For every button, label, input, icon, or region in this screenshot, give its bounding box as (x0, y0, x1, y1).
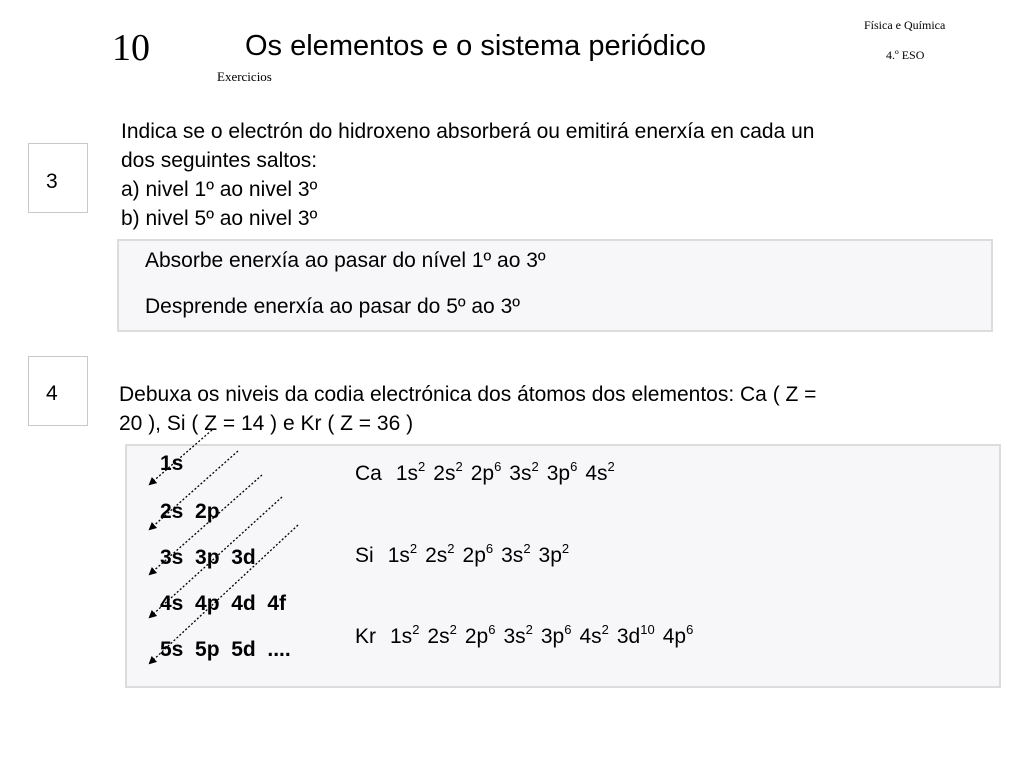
orbital-term (462, 541, 494, 567)
orbital-name: 3s (503, 625, 526, 648)
element-symbol: Si (355, 544, 374, 567)
electron-count: 2 (455, 459, 463, 474)
config-ca (355, 459, 623, 486)
orbital-name: 2s (427, 625, 450, 648)
grade-label: 4.º ESO (886, 48, 925, 62)
orbital-term (616, 622, 655, 648)
question-line: dos seguintes saltos: (121, 149, 318, 172)
orbital-name: 3p (546, 462, 571, 485)
electron-count: 2 (525, 622, 533, 637)
orbital-name: 4s (579, 625, 602, 648)
config-si (355, 541, 577, 568)
element-symbol: Kr (355, 625, 376, 648)
electron-count: 6 (494, 459, 502, 474)
orbital-term (395, 459, 426, 485)
orbital-name: 2p (470, 462, 495, 485)
electron-count: 2 (418, 459, 426, 474)
orbital-name: 2p (464, 625, 489, 648)
exercise-3-number-box (28, 143, 88, 213)
orbital-term (501, 541, 531, 567)
orbital-name: 3s (509, 462, 532, 485)
orbital-term (433, 459, 463, 485)
electron-count: 6 (686, 622, 694, 637)
section-label: Exercicios (217, 69, 272, 84)
orbital-name: 2p (462, 544, 486, 567)
orbital-row: 5s 5p 5d .... (160, 638, 291, 661)
exercise-3-answer-b: Desprende enerxía ao pasar do 5º ao 3º (145, 295, 520, 318)
electron-count: 6 (564, 622, 572, 637)
orbital-term (464, 622, 496, 648)
question-line: b) nivel 5º ao nivel 3º (121, 207, 318, 230)
electron-count: 2 (523, 541, 531, 556)
page-title: Os elementos e o sistema periódico (245, 30, 706, 62)
orbital-row: 1s (160, 452, 184, 475)
orbital-row: 3s 3p 3d (160, 546, 256, 569)
electron-count: 2 (412, 622, 420, 637)
orbital-term (538, 541, 570, 567)
exercise-3-question (121, 117, 991, 233)
orbital-term (387, 541, 418, 567)
orbital-name: 3p (538, 544, 562, 567)
question-line: 20 ), Si ( Z = 14 ) e Kr ( Z = 36 ) (119, 412, 414, 435)
orbital-term (390, 622, 420, 648)
orbital-name: 3d (616, 625, 641, 648)
orbital-name: 4p (662, 625, 687, 648)
orbital-name: 1s (395, 462, 419, 485)
orbital-name: 2s (433, 462, 456, 485)
question-line: Indica se o electrón do hidroxeno absorberá ou emitirá enerxía en cada un (121, 120, 815, 143)
electron-count: 2 (607, 459, 615, 474)
electron-count: 2 (409, 541, 418, 556)
question-line: Debuxa os niveis da codia electrónica dos átomos dos elementos: Ca ( Z = (119, 383, 817, 406)
orbital-row: 2s 2p (160, 500, 220, 523)
electron-count: 2 (561, 541, 570, 556)
electron-count: 6 (488, 622, 496, 637)
orbital-term (503, 622, 533, 648)
exercise-3-answer-a: Absorbe enerxía ao pasar do nível 1º ao 3º (145, 249, 546, 272)
orbital-term (540, 622, 572, 648)
orbital-name: 1s (390, 625, 413, 648)
orbital-term (509, 459, 539, 485)
orbital-name: 3p (540, 625, 565, 648)
exercise-3-number: 3 (46, 170, 58, 193)
electron-count: 10 (640, 622, 655, 637)
orbital-term (585, 459, 615, 485)
orbital-name: 1s (387, 544, 410, 567)
orbital-name: 4s (585, 462, 608, 485)
electron-count: 6 (485, 541, 494, 556)
electron-count: 2 (601, 622, 609, 637)
orbital-term (546, 459, 578, 485)
exercise-4-question (119, 380, 999, 438)
orbital-term (579, 622, 609, 648)
orbital-term (427, 622, 457, 648)
orbital-name: 3s (501, 544, 524, 567)
electron-count: 6 (570, 459, 578, 474)
exercise-4-number: 4 (46, 382, 58, 405)
orbital-term (662, 622, 694, 648)
subject-label: Física e Química (864, 18, 946, 32)
orbital-row: 4s 4p 4d 4f (160, 592, 287, 615)
element-symbol: Ca (355, 462, 382, 485)
orbital-name: 2s (425, 544, 448, 567)
electron-count: 2 (449, 622, 457, 637)
electron-count: 2 (531, 459, 539, 474)
orbital-term (470, 459, 502, 485)
orbital-term (425, 541, 455, 567)
chapter-number: 10 (112, 27, 150, 69)
electron-count: 2 (447, 541, 455, 556)
config-kr (355, 622, 701, 649)
question-line: a) nivel 1º ao nivel 3º (121, 178, 318, 201)
exercise-4-number-box (28, 356, 88, 426)
